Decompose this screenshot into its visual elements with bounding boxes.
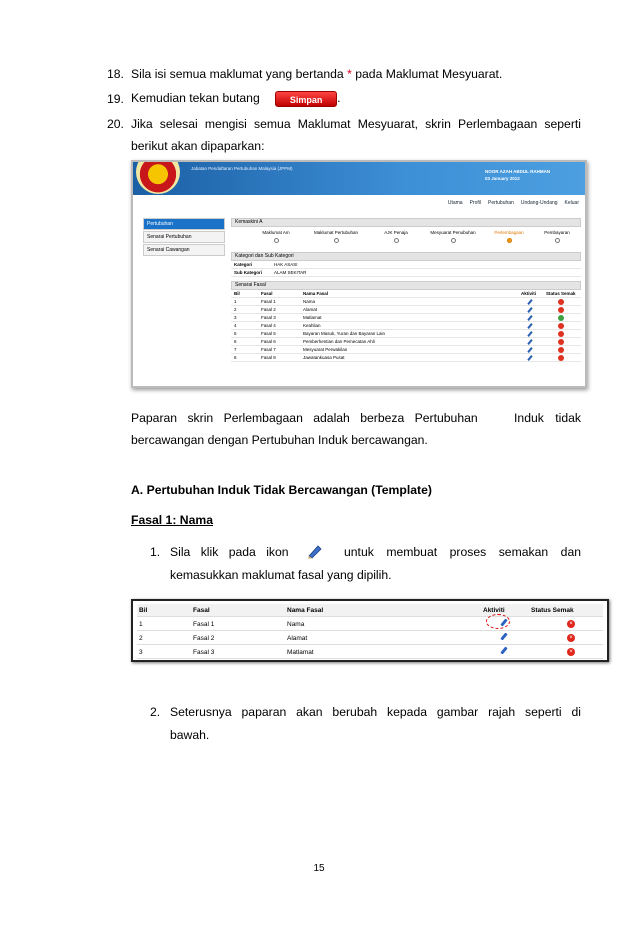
table-row: 2 Fasal 2 Alamat — [231, 306, 581, 314]
sidebar-item-senarai-pertubuhan[interactable]: Senarai Pertubuhan — [143, 231, 225, 243]
paragraph-line1: Paparan skrin Perlembagaan adalah berbeza Pertubuhan Induk tidak — [131, 411, 581, 425]
cross-icon: × — [567, 648, 575, 656]
cross-icon — [558, 307, 564, 313]
step-circle-icon — [274, 238, 279, 243]
sub-kategori-row: Sub Kategori ALAM SEKITAR — [231, 269, 581, 277]
cross-icon — [558, 299, 564, 305]
cross-icon — [558, 355, 564, 361]
sidebar-item-pertubuhan[interactable]: Pertubuhan — [143, 218, 225, 230]
step-perlembagaan[interactable]: Perlembagaan — [484, 230, 534, 243]
pencil-icon[interactable] — [527, 331, 532, 337]
top-menu — [441, 200, 579, 206]
cross-icon — [558, 347, 564, 353]
cross-icon — [558, 339, 564, 345]
step-circle-icon — [394, 238, 399, 243]
fasal-table-header: Bil Fasal Nama Fasal Aktiviti Status Semak — [231, 290, 581, 298]
table-row: 5 Fasal 5 Bayaran Masuk, Yuran dan Bayaran Lain — [231, 330, 581, 338]
step-20-line2: berikut akan dipaparkan: — [131, 139, 265, 153]
fasal-table-screenshot — [131, 599, 609, 662]
step-maklumat-am[interactable]: Maklumat Am — [251, 230, 301, 243]
item1-text-a: Sila klik pada ikon — [170, 545, 289, 559]
item2-line1: Seterusnya paparan akan berubah kepada gambar rajah seperti di — [170, 705, 581, 719]
cross-icon — [558, 331, 564, 337]
table-row: 8 Fasal 8 Jawatankuasa Pusat — [231, 354, 581, 362]
item-number: 2. — [150, 705, 161, 719]
pencil-icon[interactable] — [527, 355, 532, 361]
pencil-icon — [306, 543, 324, 559]
pencil-icon[interactable] — [527, 299, 532, 305]
sidebar-item-senarai-cawangan[interactable]: Senarai Cawangan — [143, 244, 225, 256]
user-info: NOOR AZAH ABDUL RAHMAN 03 January 2012 — [485, 169, 551, 181]
kategori-row: Kategori HAK ASASI — [231, 261, 581, 269]
check-icon — [558, 315, 564, 321]
step-maklumat-pertubuhan[interactable]: Maklumat Pertubuhan — [311, 230, 361, 243]
wizard-steps — [231, 227, 581, 251]
cross-icon: × — [567, 634, 575, 642]
panel-title: Kemaskini A — [231, 218, 581, 227]
sidebar — [143, 218, 225, 257]
table-row: 2 Fasal 2 Alamat × — [137, 632, 603, 645]
item2-line2: bawah. — [170, 728, 210, 742]
menu-utama[interactable]: Utama — [447, 200, 463, 206]
table-row: 4 Fasal 4 Keahlian — [231, 322, 581, 330]
senarai-fasal-title: Senarai Fasal — [231, 281, 581, 290]
pencil-icon[interactable] — [527, 323, 532, 329]
fasal-heading: Fasal 1: Nama — [131, 513, 213, 527]
table-header: Bil Fasal Nama Fasal Aktiviti Status Semak — [137, 604, 603, 617]
cross-icon — [558, 323, 564, 329]
section-heading: A. Pertubuhan Induk Tidak Bercawangan (Template) — [131, 483, 432, 497]
item1-text-b: untuk membuat proses semakan dan — [344, 545, 581, 559]
pencil-icon[interactable] — [500, 632, 507, 640]
simpan-button[interactable]: Simpan — [275, 91, 337, 107]
table-row: 3 Fasal 3 Matlamat × — [137, 646, 603, 659]
step-circle-icon — [451, 238, 456, 243]
step-number: 19. — [107, 92, 124, 106]
table-row: 6 Fasal 6 Pemberhentian dan Pemecatan Ahli — [231, 338, 581, 346]
site-title: Jabatan Pendaftaran Pertubuhan Malaysia (JPPM) — [191, 166, 293, 171]
step-pembayaran[interactable]: Pembayaran — [532, 230, 582, 243]
step-circle-icon — [334, 238, 339, 243]
menu-undang-undang[interactable]: Undang-Undang — [520, 200, 558, 206]
fasal-table-body — [231, 298, 581, 362]
pencil-icon[interactable] — [527, 339, 532, 345]
main-panel — [231, 218, 581, 362]
item1-line2: kemasukkan maklumat fasal yang dipilih. — [170, 568, 392, 582]
menu-pertubuhan[interactable]: Pertubuhan — [487, 200, 514, 206]
step-mesyuarat-penubuhan[interactable]: Mesyuarat Penubuhan — [428, 230, 478, 243]
app-header — [133, 162, 585, 195]
perlembagaan-screenshot — [131, 160, 587, 388]
step-20-line1: Jika selesai mengisi semua Maklumat Mesyuarat, skrin Perlembagaan seperti — [131, 117, 581, 131]
kategori-title: Kategori dan Sub Kategori — [231, 252, 581, 261]
step-ajk-penaja[interactable]: AJK Penaja — [371, 230, 421, 243]
pencil-icon[interactable] — [527, 347, 532, 353]
step-circle-icon — [555, 238, 560, 243]
step-number: 18. — [107, 67, 124, 81]
menu-keluar[interactable]: Keluar — [564, 200, 579, 206]
table-row: 7 Fasal 7 Mesyuarat Perwakilan — [231, 346, 581, 354]
cross-icon: × — [567, 620, 575, 628]
menu-profil[interactable]: Profil — [469, 200, 481, 206]
step-number: 20. — [107, 117, 124, 131]
paragraph-line2: bercawangan dengan Pertubuhan Induk bercawangan. — [131, 433, 428, 447]
page-number: 15 — [313, 863, 325, 874]
step-18-text: Sila isi semua maklumat yang bertanda * pada Maklumat Mesyuarat. — [131, 67, 503, 81]
table-row: 1 Fasal 1 Nama × — [137, 618, 603, 631]
required-star: * — [347, 67, 352, 81]
pencil-icon[interactable] — [527, 307, 532, 313]
table-row: 3 Fasal 3 Matlamat — [231, 314, 581, 322]
highlight-circle — [486, 614, 510, 629]
step-19-text: Kemudian tekan butang Simpan . — [131, 91, 341, 105]
item-number: 1. — [150, 545, 161, 559]
jppm-logo — [136, 160, 180, 194]
pencil-icon[interactable] — [527, 315, 532, 321]
step-circle-icon — [507, 238, 512, 243]
pencil-icon[interactable] — [500, 646, 507, 654]
table-row: 1 Fasal 1 Nama — [231, 298, 581, 306]
